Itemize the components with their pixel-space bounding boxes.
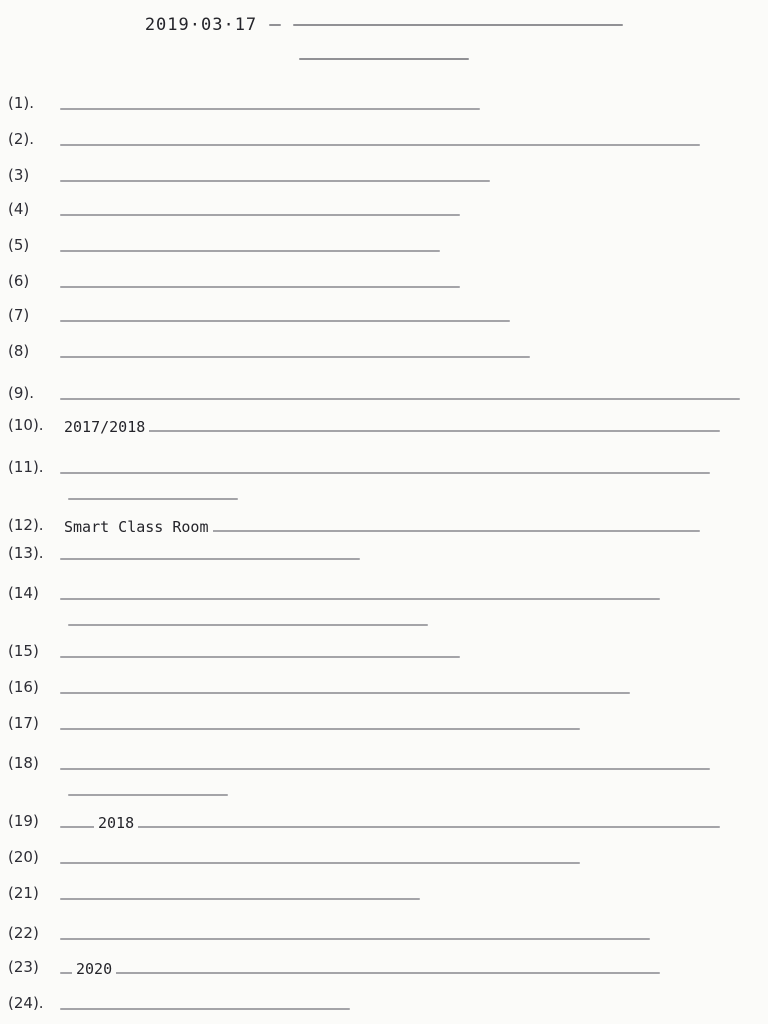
exam-subtitle bbox=[0, 58, 768, 80]
question-handwriting bbox=[60, 728, 580, 730]
question-item bbox=[8, 232, 748, 266]
exam-title bbox=[0, 14, 768, 36]
question-item bbox=[8, 338, 748, 372]
question-item bbox=[8, 454, 748, 488]
question-handwriting bbox=[60, 898, 420, 900]
question-handwriting bbox=[60, 938, 650, 940]
question-handwriting bbox=[60, 250, 440, 252]
title-dash bbox=[269, 24, 281, 26]
question-number: (14) bbox=[8, 584, 39, 602]
question-number: (22) bbox=[8, 924, 39, 942]
question-item bbox=[8, 90, 748, 124]
question-item bbox=[8, 540, 748, 574]
question-number: (5) bbox=[8, 236, 30, 254]
question-handwriting bbox=[60, 826, 720, 828]
question-printed-text: Smart Class Room bbox=[60, 518, 213, 536]
question-item bbox=[8, 580, 748, 614]
question-printed-text: 2017/2018 bbox=[60, 418, 149, 436]
question-handwriting-continued bbox=[68, 498, 238, 500]
question-item bbox=[8, 638, 748, 672]
question-number: (3) bbox=[8, 166, 30, 184]
question-handwriting bbox=[60, 356, 530, 358]
question-item bbox=[8, 710, 748, 744]
question-number: (10). bbox=[8, 416, 44, 434]
question-number: (4) bbox=[8, 200, 30, 218]
question-item bbox=[8, 674, 748, 708]
question-item bbox=[8, 920, 748, 954]
question-printed-text: 2020 bbox=[72, 960, 116, 978]
question-number: (7) bbox=[8, 306, 30, 324]
question-item bbox=[8, 808, 748, 842]
question-handwriting bbox=[60, 972, 660, 974]
question-item bbox=[8, 302, 748, 336]
question-item bbox=[8, 126, 748, 160]
question-number: (23) bbox=[8, 958, 39, 976]
question-item bbox=[8, 954, 748, 988]
question-handwriting bbox=[60, 214, 460, 216]
question-number: (21) bbox=[8, 884, 39, 902]
question-number: (16) bbox=[8, 678, 39, 696]
question-item bbox=[8, 750, 748, 784]
question-handwriting-continued bbox=[68, 624, 428, 626]
question-handwriting bbox=[60, 692, 630, 694]
question-number: (13). bbox=[8, 544, 44, 562]
question-item bbox=[8, 844, 748, 878]
question-number: (12). bbox=[8, 516, 44, 534]
question-number: (17) bbox=[8, 714, 39, 732]
question-item bbox=[8, 412, 748, 446]
question-handwriting bbox=[60, 558, 360, 560]
question-handwriting bbox=[60, 598, 660, 600]
question-handwriting bbox=[60, 1008, 350, 1010]
question-handwriting bbox=[60, 768, 710, 770]
question-item bbox=[8, 162, 748, 196]
question-handwriting bbox=[60, 862, 580, 864]
question-handwriting bbox=[60, 656, 460, 658]
question-handwriting bbox=[60, 144, 700, 146]
question-number: (1). bbox=[8, 94, 35, 112]
question-handwriting bbox=[60, 286, 460, 288]
question-number: (20) bbox=[8, 848, 39, 866]
question-item bbox=[8, 990, 748, 1024]
exam-date: 2019·03·17 bbox=[144, 15, 258, 35]
question-handwriting-continued bbox=[68, 794, 228, 796]
question-number: (8) bbox=[8, 342, 30, 360]
question-handwriting bbox=[60, 398, 740, 400]
question-item bbox=[8, 268, 748, 302]
question-item bbox=[8, 880, 748, 914]
question-number: (15) bbox=[8, 642, 39, 660]
question-number: (9). bbox=[8, 384, 35, 402]
question-item bbox=[8, 196, 748, 230]
question-item bbox=[8, 380, 748, 414]
question-handwriting bbox=[60, 180, 490, 182]
exam-header bbox=[0, 14, 768, 80]
question-handwriting bbox=[60, 430, 720, 432]
question-handwriting bbox=[60, 108, 480, 110]
question-number: (2). bbox=[8, 130, 35, 148]
question-number: (6) bbox=[8, 272, 30, 290]
question-number: (19) bbox=[8, 812, 39, 830]
question-number: (24). bbox=[8, 994, 44, 1012]
title-handwriting bbox=[293, 24, 623, 26]
question-number: (18) bbox=[8, 754, 39, 772]
subtitle-handwriting bbox=[299, 58, 469, 60]
question-handwriting bbox=[60, 472, 710, 474]
question-handwriting bbox=[60, 320, 510, 322]
question-number: (11). bbox=[8, 458, 44, 476]
question-printed-text: 2018 bbox=[94, 814, 138, 832]
